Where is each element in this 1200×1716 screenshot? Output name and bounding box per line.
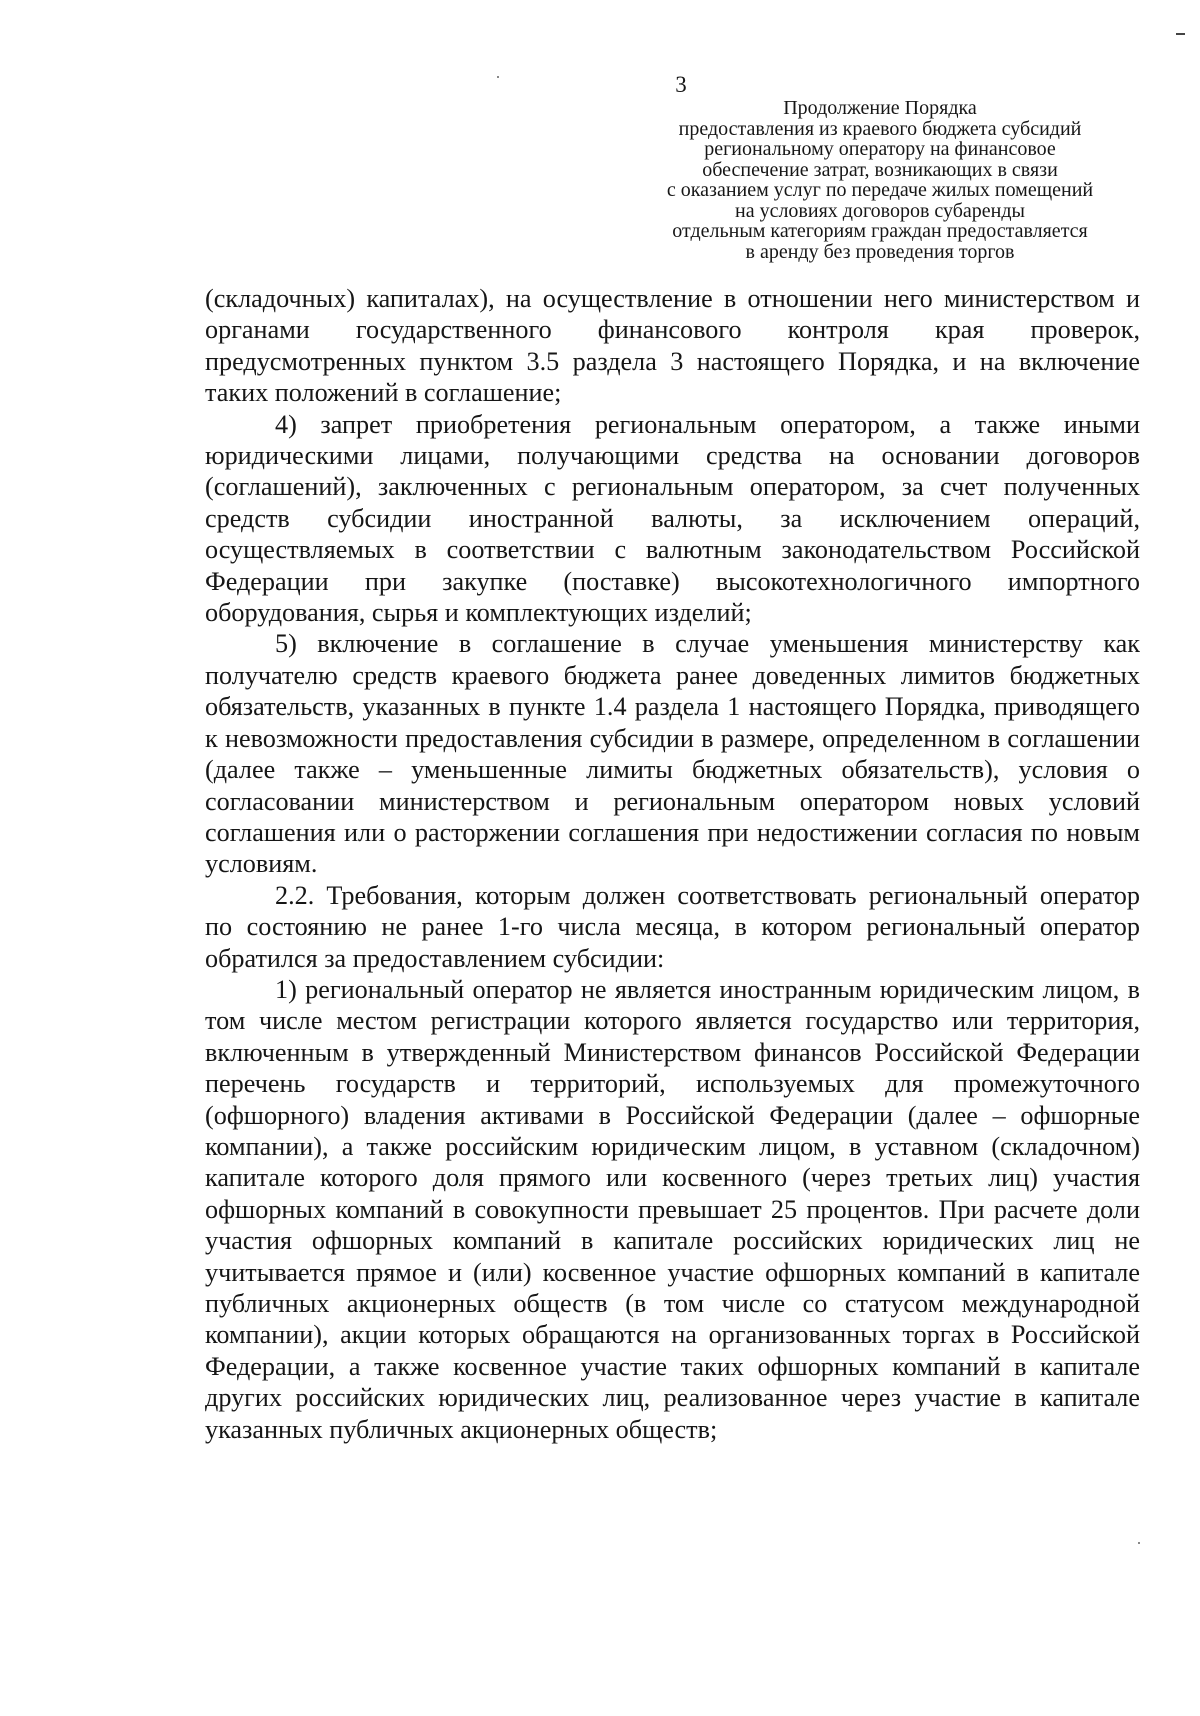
paragraph-continuation: (складочных) капиталах), на осуществление в отношении него министерством и органами государственного финансового контроля края проверок, предусмотренных пунктом 3.5 раздела 3 настоящего Порядка, и на включение таких положений в соглашение; — [205, 284, 1140, 408]
scan-mark-top-right — [1176, 33, 1185, 35]
header-line: с оказанием услуг по передаче жилых помещений — [666, 179, 1094, 201]
header-line: предоставления из краевого бюджета субсидий — [678, 117, 1082, 140]
body-text — [205, 283, 1140, 1445]
scan-mark-dot — [497, 76, 499, 78]
paragraph-section-2-2: 2.2. Требования, которым должен соответствовать региональный оператор по состоянию не ранее 1-го числа месяца, в котором региональный оператор обратился за предоставлением субсидии: — [205, 880, 1140, 973]
header-line: региональному оператору на финансовое — [704, 138, 1056, 160]
paragraph-item-4: 4) запрет приобретения региональным оператором, а также иными юридическими лицами, получающими средства на основании договоров (соглашений), заключенных с региональным оператором, за счет полученных средств субсидии иностранной валюты, за исключением операций, осуществляемых в соответствии с валютным законодательством Российской Федерации при закупке (поставке) высокотехнологичного импортного оборудования, сырья и комплектующих изделий; — [205, 409, 1140, 628]
header-line: отдельным категориям граждан предоставляется — [672, 220, 1088, 242]
document-header — [620, 98, 1140, 262]
header-line: в аренду без проведения торгов — [745, 240, 1015, 263]
header-line: Продолжение Порядка — [783, 97, 977, 119]
paragraph-requirement-1: 1) региональный оператор не является иностранным юридическим лицом, в том числе местом регистрации которого является государство или территория, включенным в утвержденный Министерством финансов Российской Федерации перечень государств и территорий, используемых для промежуточного (офшорного) владения активами в Российской Федерации (далее – офшорные компании), а также российским юридическим лицом, в уставном (складочном) капитале которого доля прямого или косвенного (через третьих лиц) участия офшорных компаний в совокупности превышает 25 процентов. При расчете доли участия офшорных компаний в капитале российских юридических лиц не учитывается прямое и (или) косвенное участие офшорных компаний в капитале публичных акционерных обществ (в том числе со статусом международной компании), акции которых обращаются на организованных торгах в Российской Федерации, а также косвенное участие таких офшорных компаний в капитале других российских юридических лиц, реализованное через участие в капитале указанных публичных акционерных обществ; — [205, 974, 1140, 1444]
page-number: 3 — [675, 72, 687, 97]
header-line: на условиях договоров субаренды — [734, 199, 1025, 222]
paragraph-item-5: 5) включение в соглашение в случае уменьшения министерству как получателю средств краевого бюджета ранее доведенных лимитов бюджетных обязательств, указанных в пункте 1.4 раздела 1 настоящего Порядка, приводящего к невозможности предоставления субсидии в размере, определенном в соглашении (далее также – уменьшенные лимиты бюджетных обязательств), условия о согласовании министерством и региональным оператором новых условий соглашения или о расторжении соглашения при недостижении согласия по новым условиям. — [205, 629, 1140, 879]
scan-mark-dot — [1138, 1542, 1140, 1544]
header-line: обеспечение затрат, возникающих в связи — [702, 158, 1058, 181]
